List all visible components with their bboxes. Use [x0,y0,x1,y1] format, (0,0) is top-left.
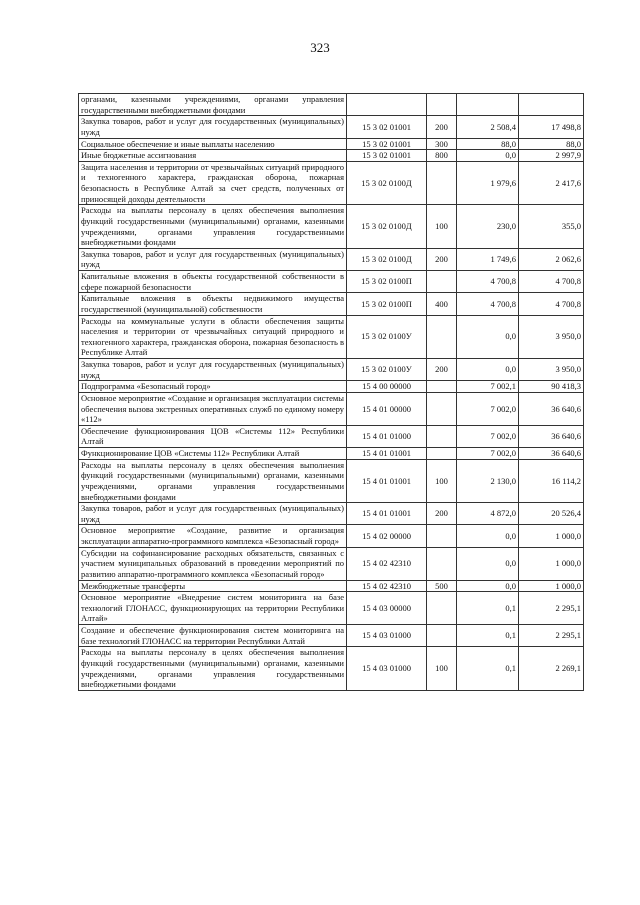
row-code-cell: 15 3 02 01001 [347,138,427,150]
row-expense-type-cell: 200 [427,116,457,138]
row-name-cell: Расходы на выплаты персоналу в целях обеспечения выполнения функций государственными (муниципальными) органами, казенными учреждениями, органами управления государственными внебюджетными фондами [79,205,347,249]
row-name-cell: Расходы на выплаты персоналу в целях обеспечения выполнения функций государственными (муниципальными) органами, казенными учреждениями, органами управления государственными внебюджетными фондами [79,459,347,503]
row-code-cell: 15 3 02 0100У [347,359,427,381]
row-code-cell: 15 3 02 0100П [347,271,427,293]
row-code-cell: 15 4 01 00000 [347,392,427,425]
table-row [79,116,584,138]
table-row [79,392,584,425]
table-row [79,503,584,525]
table-row [79,547,584,580]
table-row [79,592,584,625]
row-name-cell: Капитальные вложения в объекты недвижимого имущества государственной (муниципальной) собственности [79,293,347,315]
row-name-cell: Закупка товаров, работ и услуг для государственных (муниципальных) нужд [79,248,347,270]
row-value-year1-cell: 7 002,1 [457,381,519,393]
row-code-cell: 15 3 02 0100Д [347,205,427,249]
row-expense-type-cell: 200 [427,503,457,525]
row-value-year2-cell: 1 000,0 [519,580,584,592]
row-value-year1-cell: 0,0 [457,547,519,580]
row-name-cell: Межбюджетные трансферты [79,580,347,592]
row-code-cell: 15 4 01 01000 [347,425,427,447]
table-row [79,138,584,150]
row-value-year1-cell: 88,0 [457,138,519,150]
row-value-year1-cell: 0,0 [457,359,519,381]
row-name-cell: Основное мероприятие «Внедрение систем мониторинга на базе технологий ГЛОНАСС, функционирующих на территории Республики Алтай» [79,592,347,625]
table-row [79,525,584,547]
row-value-year2-cell: 4 700,8 [519,293,584,315]
row-expense-type-cell: 100 [427,647,457,691]
row-code-cell: 15 3 02 01001 [347,116,427,138]
row-name-cell: Закупка товаров, работ и услуг для государственных (муниципальных) нужд [79,116,347,138]
row-name-cell: Закупка товаров, работ и услуг для государственных (муниципальных) нужд [79,503,347,525]
row-name-cell: Обеспечение функционирования ЦОВ «Системы 112» Республики Алтай [79,425,347,447]
row-expense-type-cell: 400 [427,293,457,315]
row-code-cell: 15 4 03 01000 [347,625,427,647]
row-value-year2-cell: 1 000,0 [519,525,584,547]
row-code-cell: 15 4 01 01001 [347,503,427,525]
row-value-year2-cell [519,94,584,116]
row-value-year2-cell: 16 114,2 [519,459,584,503]
row-value-year1-cell: 0,1 [457,592,519,625]
table-row [79,271,584,293]
table-row [79,359,584,381]
row-name-cell: Основное мероприятие «Создание, развитие и организация эксплуатации аппаратно-программного комплекса «Безопасный город» [79,525,347,547]
row-value-year1-cell: 0,0 [457,315,519,359]
row-code-cell: 15 4 02 42310 [347,580,427,592]
row-value-year2-cell: 20 526,4 [519,503,584,525]
table-row [79,161,584,205]
row-expense-type-cell: 100 [427,205,457,249]
row-value-year1-cell: 7 002,0 [457,392,519,425]
row-expense-type-cell: 800 [427,150,457,162]
row-code-cell: 15 4 03 01000 [347,647,427,691]
row-name-cell: Субсидии на софинансирование расходных обязательств, связанных с участием муниципальных образований в проведении мероприятий по развитию аппаратно-программного комплекса «Безопасный город» [79,547,347,580]
row-code-cell: 15 4 03 00000 [347,592,427,625]
table-row [79,425,584,447]
budget-table [78,93,584,691]
row-value-year2-cell: 2 295,1 [519,592,584,625]
row-value-year1-cell: 1 979,6 [457,161,519,205]
row-expense-type-cell [427,592,457,625]
row-expense-type-cell: 200 [427,359,457,381]
row-value-year2-cell: 3 950,0 [519,359,584,381]
row-expense-type-cell [427,392,457,425]
table-row [79,150,584,162]
row-expense-type-cell: 100 [427,459,457,503]
row-value-year1-cell: 230,0 [457,205,519,249]
page-number: 323 [310,40,330,55]
row-code-cell: 15 3 02 0100Д [347,248,427,270]
row-name-cell: Функционирование ЦОВ «Системы 112» Республики Алтай [79,448,347,460]
row-value-year2-cell: 36 640,6 [519,448,584,460]
row-code-cell: 15 4 02 42310 [347,547,427,580]
row-code-cell: 15 4 00 00000 [347,381,427,393]
table-row [79,381,584,393]
row-code-cell: 15 4 01 01001 [347,448,427,460]
row-value-year2-cell: 90 418,3 [519,381,584,393]
row-value-year2-cell: 4 700,8 [519,271,584,293]
row-value-year1-cell: 7 002,0 [457,425,519,447]
table-row [79,647,584,691]
row-expense-type-cell [427,94,457,116]
row-value-year1-cell: 4 700,8 [457,293,519,315]
row-expense-type-cell [427,448,457,460]
row-value-year1-cell: 0,0 [457,580,519,592]
row-value-year1-cell: 0,0 [457,525,519,547]
table-row [79,315,584,359]
row-value-year2-cell: 36 640,6 [519,392,584,425]
row-code-cell: 15 3 02 0100П [347,293,427,315]
row-value-year2-cell: 2 417,6 [519,161,584,205]
row-value-year1-cell: 0,1 [457,647,519,691]
row-code-cell: 15 4 02 00000 [347,525,427,547]
row-value-year1-cell: 4 700,8 [457,271,519,293]
row-code-cell: 15 4 01 01001 [347,459,427,503]
row-expense-type-cell [427,315,457,359]
row-expense-type-cell [427,547,457,580]
row-value-year1-cell: 4 872,0 [457,503,519,525]
table-row [79,205,584,249]
row-value-year2-cell: 2 997,9 [519,150,584,162]
row-expense-type-cell [427,161,457,205]
row-code-cell [347,94,427,116]
row-value-year1-cell: 0,1 [457,625,519,647]
row-value-year2-cell: 3 950,0 [519,315,584,359]
row-value-year1-cell [457,94,519,116]
row-value-year2-cell: 1 000,0 [519,547,584,580]
row-code-cell: 15 3 02 0100У [347,315,427,359]
row-name-cell: Защита населения и территории от чрезвычайных ситуаций природного и техногенного характера, гражданская оборона, пожарная безопасность в Республике Алтай за счет средств, полученных от приносящей доходы деятельности [79,161,347,205]
row-name-cell: органами, казенными учреждениями, органами управления государственными внебюджетными фондами [79,94,347,116]
row-value-year1-cell: 2 508,4 [457,116,519,138]
row-code-cell: 15 3 02 0100Д [347,161,427,205]
table-row [79,625,584,647]
table-row [79,94,584,116]
row-name-cell: Социальное обеспечение и иные выплаты населению [79,138,347,150]
row-value-year2-cell: 2 295,1 [519,625,584,647]
row-value-year1-cell: 2 130,0 [457,459,519,503]
row-value-year2-cell: 355,0 [519,205,584,249]
row-expense-type-cell [427,425,457,447]
row-value-year2-cell: 88,0 [519,138,584,150]
budget-table-body [79,94,584,691]
table-row [79,293,584,315]
row-code-cell: 15 3 02 01001 [347,150,427,162]
row-expense-type-cell [427,271,457,293]
row-expense-type-cell [427,625,457,647]
table-row [79,459,584,503]
row-value-year1-cell: 0,0 [457,150,519,162]
row-expense-type-cell: 500 [427,580,457,592]
row-value-year2-cell: 2 269,1 [519,647,584,691]
row-name-cell: Расходы на коммунальные услуги в области обеспечения защиты населения и территории от чрезвычайных ситуаций природного и техногенного характера, гражданская оборона, пожарная безопасность в Республике Алтай [79,315,347,359]
row-value-year2-cell: 36 640,6 [519,425,584,447]
row-value-year2-cell: 17 498,8 [519,116,584,138]
row-expense-type-cell [427,381,457,393]
row-value-year1-cell: 1 749,6 [457,248,519,270]
row-expense-type-cell [427,525,457,547]
row-name-cell: Создание и обеспечение функционирования систем мониторинга на базе технологий ГЛОНАСС на территории Республики Алтай [79,625,347,647]
row-value-year1-cell: 7 002,0 [457,448,519,460]
row-name-cell: Подпрограмма «Безопасный город» [79,381,347,393]
row-name-cell: Закупка товаров, работ и услуг для государственных (муниципальных) нужд [79,359,347,381]
row-expense-type-cell: 300 [427,138,457,150]
table-row [79,580,584,592]
row-name-cell: Капитальные вложения в объекты государственной собственности в сфере пожарной безопасности [79,271,347,293]
row-name-cell: Основное мероприятие «Создание и организация эксплуатации системы обеспечения вызова экстренных оперативных служб по единому номеру «112» [79,392,347,425]
row-name-cell: Расходы на выплаты персоналу в целях обеспечения выполнения функций государственными (муниципальными) органами, казенными учреждениями, органами управления государственными внебюджетными фондами [79,647,347,691]
row-value-year2-cell: 2 062,6 [519,248,584,270]
row-name-cell: Иные бюджетные ассигнования [79,150,347,162]
table-row [79,248,584,270]
row-expense-type-cell: 200 [427,248,457,270]
table-row [79,448,584,460]
